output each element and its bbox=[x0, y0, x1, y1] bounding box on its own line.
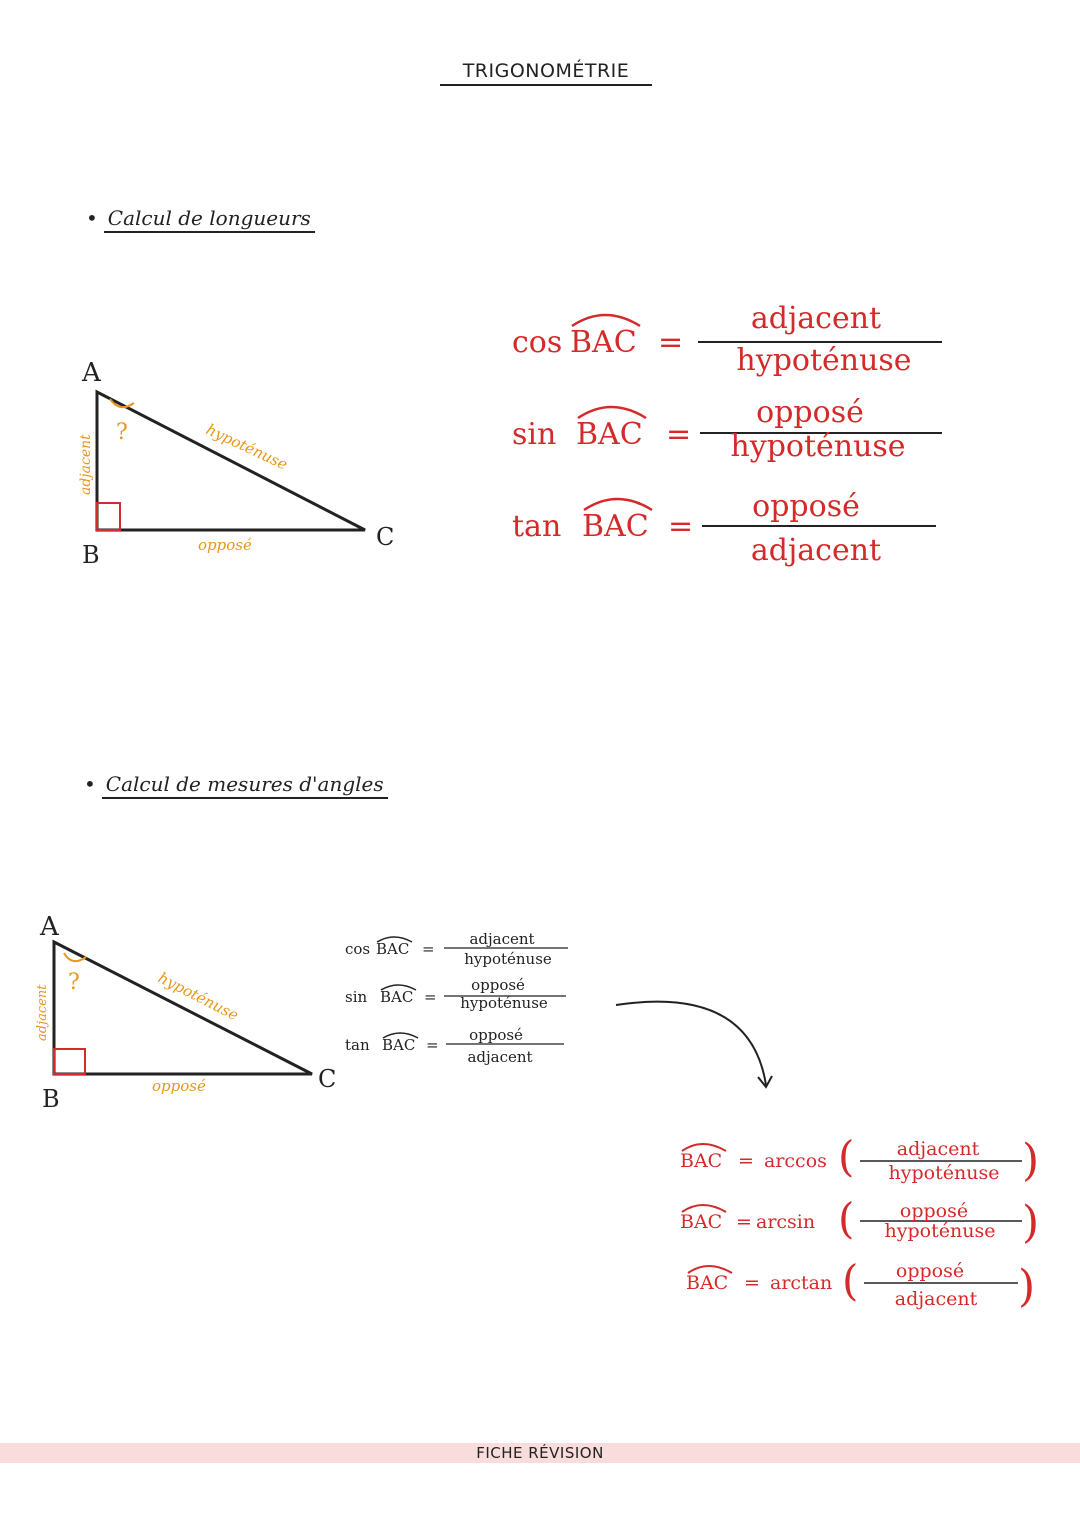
formula-sin-eq: = bbox=[424, 988, 437, 1006]
formula-cos-func: cos bbox=[345, 940, 371, 958]
inverse-arccos-func: arccos bbox=[764, 1150, 827, 1172]
formula-tan-numerator: opposé bbox=[752, 489, 860, 524]
vertex-a-label: A bbox=[40, 912, 59, 942]
formula-sin-eq: = bbox=[666, 417, 692, 452]
inverse-arctan bbox=[686, 1256, 1035, 1312]
open-paren: ( bbox=[842, 1256, 859, 1305]
side-hypotenuse-label: hypoténuse bbox=[203, 420, 291, 474]
formula-cos-small bbox=[345, 930, 568, 968]
section-heading-angles bbox=[84, 772, 388, 796]
formula-tan bbox=[512, 489, 936, 568]
triangle-shape bbox=[54, 942, 312, 1074]
formula-tan-denominator: adjacent bbox=[467, 1048, 533, 1066]
formula-cos-angle: BAC bbox=[570, 325, 637, 360]
formula-sin-numerator: opposé bbox=[756, 395, 864, 430]
triangle-diagram-lengths bbox=[60, 355, 410, 575]
side-opposite-label: opposé bbox=[152, 1077, 206, 1095]
inverse-arctan-denominator: adjacent bbox=[894, 1288, 978, 1310]
formulas-large bbox=[500, 290, 960, 580]
formula-cos-eq: = bbox=[658, 325, 684, 360]
bullet-icon: • bbox=[84, 772, 96, 796]
formula-tan-angle: BAC bbox=[582, 509, 649, 544]
inverse-arctan-func: arctan bbox=[770, 1272, 833, 1294]
formula-cos-numerator: adjacent bbox=[469, 930, 535, 948]
formula-sin-small bbox=[345, 976, 566, 1012]
formula-sin-func: sin bbox=[512, 417, 557, 452]
vertex-a-label: A bbox=[82, 358, 101, 388]
inverse-arccos-numerator: adjacent bbox=[896, 1138, 980, 1160]
formula-sin-angle: BAC bbox=[380, 988, 414, 1006]
section-title-angles: Calcul de mesures d'angles bbox=[102, 772, 388, 799]
page-title: TRIGONOMÉTRIE bbox=[440, 60, 652, 86]
inverse-arcsin-func: arcsin bbox=[756, 1211, 816, 1233]
formula-sin-denominator: hypoténuse bbox=[730, 429, 906, 464]
inverse-arcsin-denominator: hypoténuse bbox=[884, 1220, 996, 1242]
formula-cos-angle: BAC bbox=[376, 940, 410, 958]
formula-cos-denominator: hypoténuse bbox=[736, 343, 912, 378]
inverse-arccos-angle: BAC bbox=[680, 1150, 723, 1172]
inverse-formulas bbox=[672, 1125, 1042, 1325]
formula-tan-angle: BAC bbox=[382, 1036, 416, 1054]
formula-tan-func: tan bbox=[512, 509, 562, 544]
inverse-arccos-eq: = bbox=[738, 1150, 754, 1172]
section-title-lengths: Calcul de longueurs bbox=[104, 206, 315, 233]
close-paren: ) bbox=[1018, 1261, 1036, 1312]
open-paren: ( bbox=[838, 1132, 855, 1181]
inverse-arctan-numerator: opposé bbox=[895, 1260, 965, 1282]
formula-cos-numerator: adjacent bbox=[750, 301, 882, 336]
formulas-small bbox=[340, 920, 580, 1080]
inverse-arcsin bbox=[680, 1194, 1039, 1248]
inverse-arcsin-angle: BAC bbox=[680, 1211, 723, 1233]
right-angle-mark bbox=[97, 503, 120, 530]
curved-arrow-icon bbox=[610, 985, 790, 1095]
formula-tan-numerator: opposé bbox=[469, 1026, 523, 1044]
formula-sin-func: sin bbox=[345, 988, 368, 1006]
open-paren: ( bbox=[838, 1194, 855, 1243]
section-heading-lengths bbox=[86, 206, 315, 230]
inverse-arccos bbox=[680, 1132, 1039, 1186]
angle-question-mark: ? bbox=[68, 970, 80, 995]
formula-sin-angle: BAC bbox=[576, 417, 643, 452]
triangle-diagram-angles bbox=[20, 905, 360, 1115]
formula-cos-eq: = bbox=[422, 940, 435, 958]
formula-sin bbox=[512, 395, 942, 464]
inverse-arctan-eq: = bbox=[744, 1272, 760, 1294]
bullet-icon: • bbox=[86, 206, 98, 230]
formula-tan-small bbox=[345, 1026, 564, 1066]
inverse-arcsin-eq: = bbox=[736, 1211, 752, 1233]
vertex-c-label: C bbox=[318, 1065, 337, 1093]
vertex-c-label: C bbox=[376, 523, 395, 551]
formula-cos-func: cos bbox=[512, 325, 563, 360]
side-adjacent-label: adjacent bbox=[78, 434, 94, 495]
formula-sin-numerator: opposé bbox=[471, 976, 525, 994]
formula-tan-func: tan bbox=[345, 1036, 370, 1054]
close-paren: ) bbox=[1022, 1197, 1040, 1248]
formula-cos bbox=[512, 301, 942, 378]
vertex-b-label: B bbox=[42, 1085, 60, 1113]
side-adjacent-label: adjacent bbox=[35, 984, 50, 1041]
inverse-arctan-angle: BAC bbox=[686, 1272, 729, 1294]
inverse-arccos-denominator: hypoténuse bbox=[888, 1162, 1000, 1184]
triangle-shape bbox=[97, 392, 365, 530]
angle-question-mark: ? bbox=[116, 420, 128, 445]
inverse-arcsin-numerator: opposé bbox=[899, 1200, 969, 1222]
right-angle-mark bbox=[54, 1049, 85, 1074]
formula-tan-eq: = bbox=[668, 509, 694, 544]
formula-tan-denominator: adjacent bbox=[750, 533, 882, 568]
vertex-b-label: B bbox=[82, 541, 100, 569]
formula-sin-denominator: hypoténuse bbox=[460, 994, 548, 1012]
formula-cos-denominator: hypoténuse bbox=[464, 950, 552, 968]
close-paren: ) bbox=[1022, 1135, 1040, 1186]
side-hypotenuse-label: hypoténuse bbox=[155, 968, 242, 1025]
side-opposite-label: opposé bbox=[198, 536, 252, 554]
footer-label: FICHE RÉVISION bbox=[476, 1444, 604, 1462]
formula-tan-eq: = bbox=[426, 1036, 439, 1054]
